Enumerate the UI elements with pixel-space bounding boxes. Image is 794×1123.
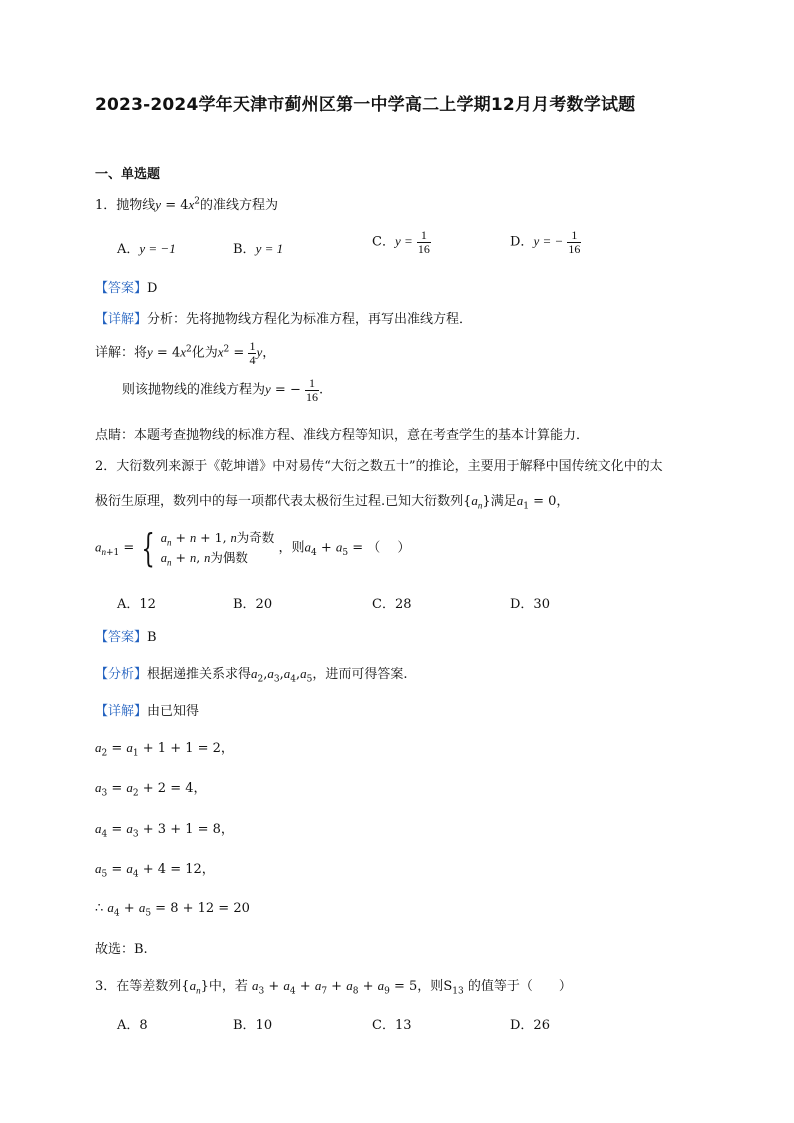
q2-step-a4: $a_4 = a_3 + 3 + 1 = 8$，: [95, 821, 234, 840]
q3-option-b[interactable]: B．10: [233, 1018, 273, 1033]
q1-detail: 【详解】分析：先将抛物线方程化为标准方程，再写出准线方程．: [95, 312, 473, 327]
q2-option-d[interactable]: D．30: [510, 597, 550, 612]
q2-recurrence: $a_{n+1}$ = { $a_n + n + 1$, n为奇数 $a_n + n$, n为偶数 ，则$a_4 + a_5$ = （ ）: [95, 526, 411, 570]
q1-comment: 点睛：本题考查抛物线的标准方程、准线方程等知识，意在考查学生的基本计算能力．: [95, 428, 590, 443]
q2-conclusion: 故选：B.: [95, 942, 148, 957]
q2-step-a5: $a_5 = a_4 + 4 = 12$，: [95, 861, 215, 880]
q3-option-c[interactable]: C．13: [372, 1018, 412, 1033]
q2-detail: 【详解】由已知得: [95, 704, 200, 719]
q2-step-a2: $a_2 = a_1 + 1 + 1 = 2$，: [95, 740, 234, 759]
q2-analysis: 【分析】根据递推关系求得$a_2,a_3,a_4,a_5$，进而可得答案.: [95, 666, 408, 685]
q1-option-c[interactable]: C．y = $\frac{1}{16}$: [372, 228, 430, 256]
q2-step-a3: $a_3 = a_2 + 2 = 4$，: [95, 780, 207, 799]
q1-option-a[interactable]: A．y = −1: [117, 241, 176, 257]
q3-stem: 3．在等差数列$\{a_n\}$中，若 $a_3 + a_4 + a_7 + a_8 + a_9 = 5$，则$S_{13}$ 的值等于（ ）: [95, 978, 572, 997]
q3-option-d[interactable]: D．26: [510, 1018, 550, 1033]
q1-answer: 【答案】D: [95, 281, 158, 296]
q2-option-c[interactable]: C．28: [372, 597, 412, 612]
q1-option-b[interactable]: B．y = 1: [233, 241, 284, 257]
q2-answer: 【答案】B: [95, 630, 157, 645]
q2-stem-line1: 2．大衍数列来源于《乾坤谱》中对易传“大衍之数五十”的推论，主要用于解释中国传统文化中的太: [95, 459, 663, 474]
q2-option-a[interactable]: A．12: [117, 597, 156, 612]
section-heading: 一、单选题: [95, 167, 161, 182]
q3-option-a[interactable]: A．8: [117, 1018, 148, 1033]
q1-detail-step2: 则该抛物线的准线方程为y = − $\frac{1}{16}$ .: [122, 376, 324, 404]
q1-stem: 1．抛物线$y = 4x^2$的准线方程为: [95, 196, 279, 213]
q2-option-b[interactable]: B．20: [233, 597, 273, 612]
q2-step-sum: ∴ $a_4 + a_5 = 8 + 12 = 20$: [95, 900, 250, 919]
page-title: 2023-2024学年天津市蓟州区第一中学高二上学期12月月考数学试题: [95, 95, 636, 115]
q1-option-d[interactable]: D．y = − $\frac{1}{16}$: [510, 228, 581, 256]
q1-detail-step1: 详解：将$y = 4x^2$化为$x^2$ = $\frac{1}{4}$ y，: [95, 339, 276, 367]
q2-stem-line2: 极衍生原理，数列中的每一项都代表太极衍生过程.已知大衍数列$\{a_n\}$满足$a_1 = 0$，: [95, 493, 570, 512]
